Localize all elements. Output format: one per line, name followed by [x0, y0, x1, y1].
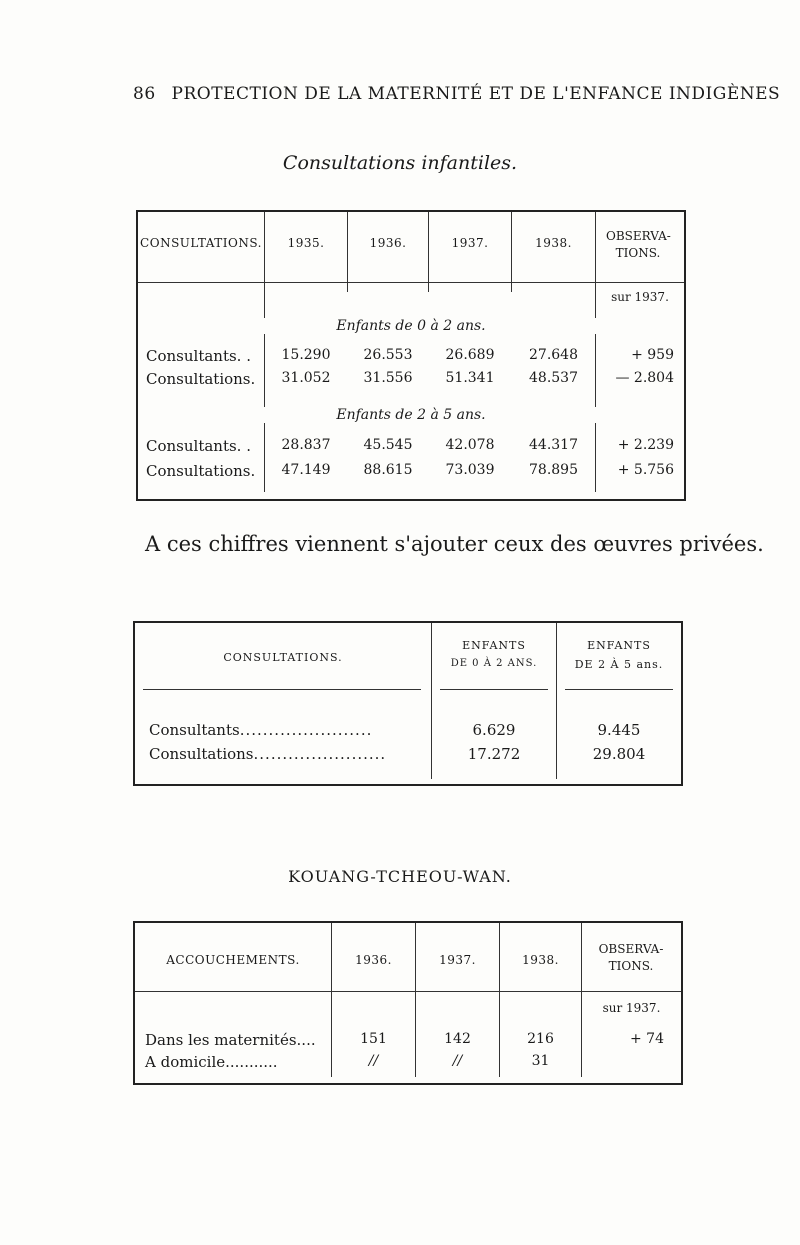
table2-cell: 9.445 — [597, 721, 641, 739]
table2 — [133, 621, 683, 786]
table3-header-1936: 1936. — [355, 953, 392, 967]
table1-row-label: Consultants. . — [146, 437, 251, 455]
table1-cell: 73.039 — [445, 462, 495, 478]
table3-cell: // — [368, 1053, 379, 1069]
table1-obs: + 959 — [631, 347, 674, 363]
table3-row-label: Dans les maternités.... — [145, 1031, 316, 1049]
table1-header-1936: 1936. — [369, 236, 407, 250]
table1-row-label: Consultations. — [146, 462, 256, 480]
table3-title: KOUANG-TCHEOU-WAN. — [288, 867, 512, 886]
table1-section-1-label: Enfants de 2 à 5 ans. — [138, 407, 684, 423]
table2-header-age-2-5: DE 2 À 5 ans. — [574, 658, 664, 671]
table1-cell: 15.290 — [281, 347, 331, 363]
table3-header-observations: OBSERVA-TIONS. — [598, 942, 664, 973]
table3-obs: + 74 — [630, 1031, 664, 1047]
table3-cell: 142 — [444, 1031, 471, 1047]
table2-row-label: Consultations....................... — [149, 745, 387, 763]
table3-cell: // — [452, 1053, 463, 1069]
table1-section-0-label: Enfants de 0 à 2 ans. — [138, 318, 684, 334]
table2-header-enfants-b: ENFANTS — [587, 639, 651, 652]
running-header — [133, 84, 781, 104]
table1-cell: 26.553 — [363, 347, 413, 363]
table3-obs-note: sur 1937. — [602, 1001, 661, 1015]
table2-row-label: Consultants....................... — [149, 721, 373, 739]
table1-obs: — 2.804 — [615, 370, 674, 386]
table1-cell: 88.615 — [363, 462, 413, 478]
table1-header-1938: 1938. — [535, 236, 572, 250]
table3-row-label: A domicile........... — [145, 1053, 278, 1071]
table1-header-consultations: CONSULTATIONS. — [140, 236, 262, 250]
table1-cell: 78.895 — [529, 462, 578, 478]
table1-title: Consultations infantiles. — [282, 152, 518, 174]
table1-cell: 47.149 — [281, 462, 331, 478]
table2-header-enfants-a: ENFANTS — [462, 639, 526, 652]
table1-cell: 51.341 — [445, 370, 495, 386]
table2-cell: 6.629 — [472, 721, 516, 739]
table1-cell: 28.837 — [281, 437, 331, 453]
table3-cell: 151 — [360, 1031, 387, 1047]
table1-row-label: Consultations. — [146, 370, 256, 388]
table2-header-consultations: CONSULTATIONS. — [223, 651, 343, 664]
table3-header-accouchements: ACCOUCHEMENTS. — [166, 953, 300, 967]
table1-cell: 31.052 — [281, 370, 331, 386]
table3-header-1937: 1937. — [439, 953, 476, 967]
table1-cell: 44.317 — [529, 437, 578, 453]
table3 — [133, 921, 683, 1085]
table1-obs: + 2.239 — [617, 437, 674, 453]
table1-cell: 48.537 — [529, 370, 578, 386]
table1-cell: 27.648 — [529, 347, 578, 363]
table1-obs: + 5.756 — [617, 462, 674, 478]
running-title: PROTECTION DE LA MATERNITÉ ET DE L'ENFANCE INDIGÈNES — [171, 84, 781, 104]
table1-cell: 26.689 — [445, 347, 495, 363]
dot-leader: ....................... — [253, 745, 387, 763]
table1-cell: 42.078 — [445, 437, 495, 453]
dot-leader: ....................... — [239, 721, 373, 739]
page-number: 86 — [133, 84, 156, 104]
table1-header-1937: 1937. — [451, 236, 489, 250]
table3-header-1938: 1938. — [522, 953, 559, 967]
table2-cell: 17.272 — [467, 745, 521, 763]
table1-cell: 45.545 — [363, 437, 413, 453]
table1-cell: 31.556 — [363, 370, 413, 386]
paragraph-text: A ces chiffres viennent s'ajouter ceux des œuvres privées. — [145, 532, 764, 556]
table2-header-age-0-2: DE 0 À 2 ANS. — [450, 658, 538, 669]
table1 — [136, 210, 686, 501]
table1-obs-note: sur 1937. — [611, 290, 669, 304]
table1-row-label: Consultants. . — [146, 347, 251, 365]
table3-cell: 31 — [531, 1053, 550, 1069]
table1-header-observations: OBSERVA-TIONS. — [606, 229, 671, 260]
table1-header-1935: 1935. — [287, 236, 325, 250]
table2-cell: 29.804 — [592, 745, 646, 763]
table3-cell: 216 — [527, 1031, 554, 1047]
